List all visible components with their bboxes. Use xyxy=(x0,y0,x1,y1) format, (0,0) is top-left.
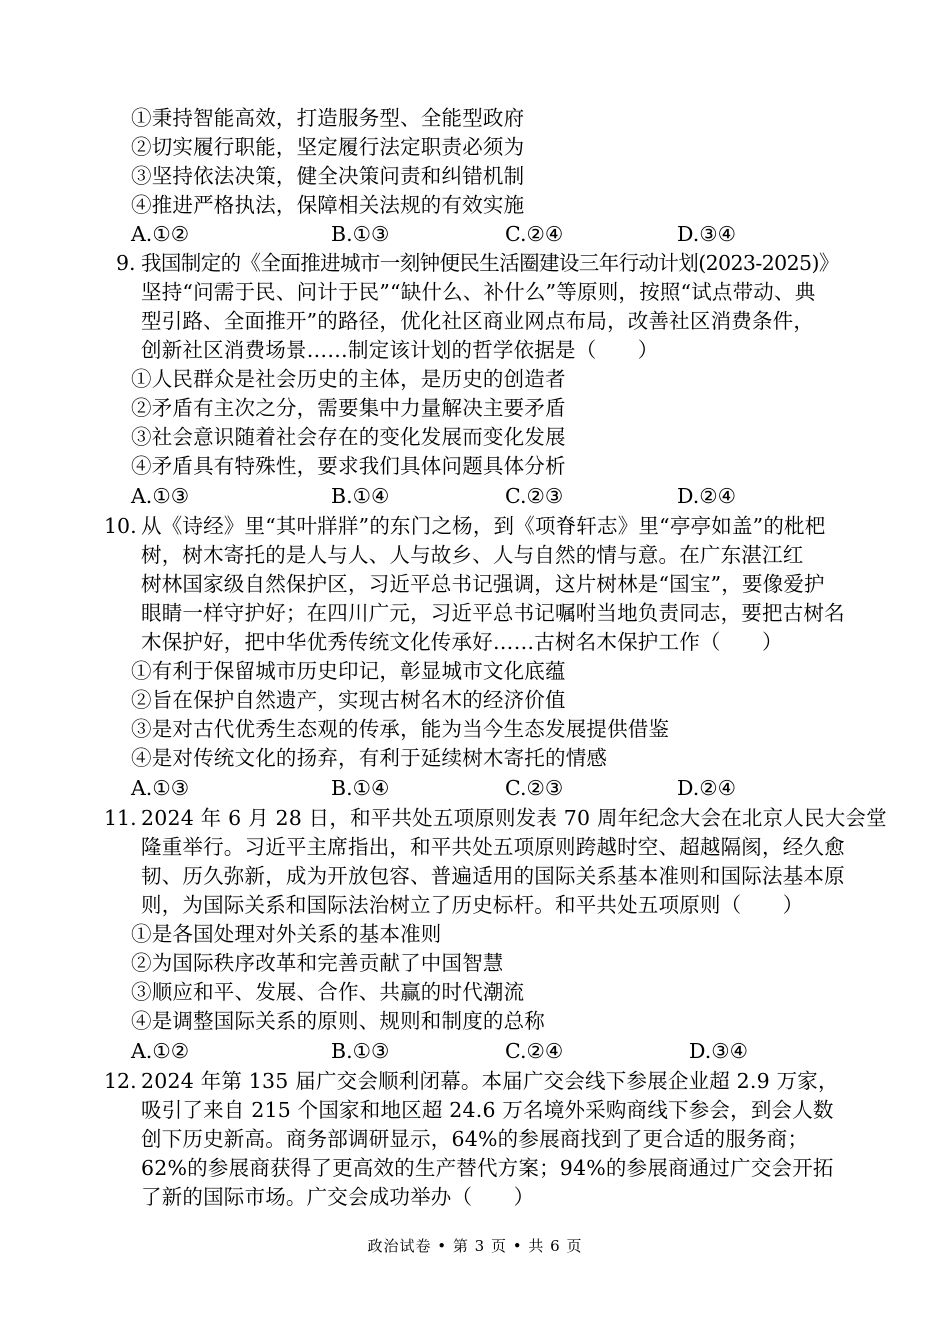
q9-option-2: ②矛盾有主次之分，需要集中力量解决主要矛盾 xyxy=(131,396,566,420)
q12-stem-line-3: 创下历史新高。商务部调研显示，64%的参展商找到了更合适的服务商； xyxy=(141,1127,809,1151)
q10-choice-c: C.②③ xyxy=(505,776,564,800)
q10-option-1: ①有利于保留城市历史印记，彰显城市文化底蕴 xyxy=(131,659,566,683)
q8-choice-b: B.①③ xyxy=(331,222,390,246)
q8-option-1: ①秉持智能高效，打造服务型、全能型政府 xyxy=(131,106,525,130)
q10-stem-line-1: 从《诗经》里“其叶牂牂”的东门之杨，到《项脊轩志》里“亭亭如盖”的枇杷 xyxy=(141,514,826,538)
q9-number: 9. xyxy=(116,251,136,275)
q8-choice-d: D.③④ xyxy=(677,222,736,246)
q10-choice-d: D.②④ xyxy=(677,776,736,800)
q10-stem-line-3: 树林国家级自然保护区，习近平总书记强调，这片树林是“国宝”，要像爱护 xyxy=(141,572,825,596)
q9-option-4: ④矛盾具有特殊性，要求我们具体问题具体分析 xyxy=(131,454,566,478)
q9-option-3: ③社会意识随着社会存在的变化发展而变化发展 xyxy=(131,425,566,449)
q9-option-1: ①人民群众是社会历史的主体，是历史的创造者 xyxy=(131,367,566,391)
q10-option-3: ③是对古代优秀生态观的传承，能为当今生态发展提供借鉴 xyxy=(131,717,670,741)
q12-number: 12. xyxy=(104,1069,137,1093)
q9-choice-b: B.①④ xyxy=(331,484,390,508)
q11-option-2: ②为国际秩序改革和完善贡献了中国智慧 xyxy=(131,951,504,975)
q12-stem-line-2: 吸引了来自 215 个国家和地区超 24.6 万名境外采购商线下参会，到会人数 xyxy=(141,1098,834,1122)
q11-stem-line-4: 则，为国际关系和国际法治树立了历史标杆。和平共处五项原则（ ） xyxy=(141,893,804,917)
q8-choice-c: C.②④ xyxy=(505,222,564,246)
q11-stem-line-1: 2024 年 6 月 28 日，和平共处五项原则发表 70 周年纪念大会在北京人民大会堂 xyxy=(141,806,887,830)
page-footer: 政治试卷 • 第 3 页 • 共 6 页 xyxy=(367,1237,583,1255)
q11-stem-line-2: 隆重举行。习近平主席指出，和平共处五项原则跨越时空、超越隔阂，经久愈 xyxy=(141,835,845,859)
q10-stem-line-4: 眼睛一样守护好；在四川广元，习近平总书记嘱咐当地负责同志，要把古树名 xyxy=(141,601,845,625)
q8-option-2: ②切实履行职能，坚定履行法定职责必须为 xyxy=(131,135,525,159)
q11-choice-b: B.①③ xyxy=(331,1039,390,1063)
q10-stem-line-2: 树，树木寄托的是人与人、人与故乡、人与自然的情与意。在广东湛江红 xyxy=(141,543,804,567)
q9-stem-line-4: 创新社区消费场景……制定该计划的哲学依据是（ ） xyxy=(141,338,659,362)
q8-option-4: ④推进严格执法，保障相关法规的有效实施 xyxy=(131,193,525,217)
q10-number: 10. xyxy=(104,514,137,538)
q10-option-4: ④是对传统文化的扬弃，有利于延续树木寄托的情感 xyxy=(131,746,608,770)
q11-number: 11. xyxy=(104,806,137,830)
q9-choice-c: C.②③ xyxy=(505,484,564,508)
q9-stem-line-2: 坚持“问需于民、问计于民”“缺什么、补什么”等原则，按照“试点带动、典 xyxy=(141,280,816,304)
q12-stem-line-1: 2024 年第 135 届广交会顺利闭幕。本届广交会线下参展企业超 2.9 万家， xyxy=(141,1069,839,1093)
q9-choice-a: A.①③ xyxy=(131,484,190,508)
q10-stem-line-5: 木保护好，把中华优秀传统文化传承好……古树名木保护工作（ ） xyxy=(141,630,783,654)
q10-choice-b: B.①④ xyxy=(331,776,390,800)
q8-choice-a: A.①② xyxy=(131,222,190,246)
q11-choice-d: D.③④ xyxy=(689,1039,748,1063)
q12-stem-line-4: 62%的参展商获得了更高效的生产替代方案；94%的参展商通过广交会开拓 xyxy=(141,1156,834,1180)
q9-stem-line-3: 型引路、全面推开”的路径，优化社区商业网点布局，改善社区消费条件， xyxy=(141,309,815,333)
q11-choice-c: C.②④ xyxy=(505,1039,564,1063)
q11-option-4: ④是调整国际关系的原则、规则和制度的总称 xyxy=(131,1009,545,1033)
q11-stem-line-3: 韧、历久弥新，成为开放包容、普遍适用的国际关系基本准则和国际法基本原 xyxy=(141,864,845,888)
q11-option-1: ①是各国处理对外关系的基本准则 xyxy=(131,922,442,946)
q9-stem-line-1: 我国制定的《全面推进城市一刻钟便民生活圈建设三年行动计划(2023-2025)》 xyxy=(141,251,839,275)
q10-option-2: ②旨在保护自然遗产，实现古树名木的经济价值 xyxy=(131,688,566,712)
q12-stem-line-5: 了新的国际市场。广交会成功举办（ ） xyxy=(141,1185,535,1209)
q10-choice-a: A.①③ xyxy=(131,776,190,800)
q11-choice-a: A.①② xyxy=(131,1039,190,1063)
q11-option-3: ③顺应和平、发展、合作、共赢的时代潮流 xyxy=(131,980,525,1004)
q8-option-3: ③坚持依法决策，健全决策问责和纠错机制 xyxy=(131,164,525,188)
q9-choice-d: D.②④ xyxy=(677,484,736,508)
